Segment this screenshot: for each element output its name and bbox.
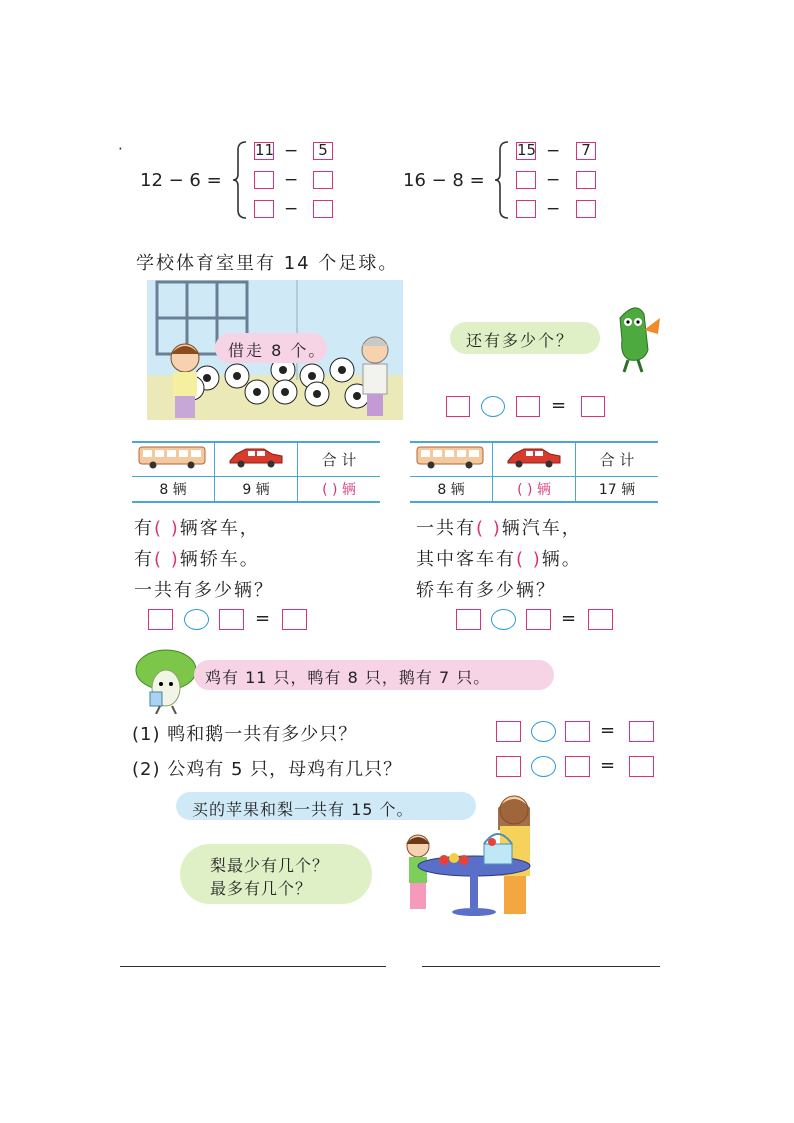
answer-box-filled: 15 [517, 141, 537, 159]
expression-12-minus-6: 12 − 6 = [140, 170, 222, 191]
question-1: (1) 鸭和鹅一共有多少只？ [132, 724, 358, 745]
answer-box-filled: 7 [576, 142, 596, 160]
operator-circle[interactable] [491, 609, 516, 630]
total-count: 17 辆 [576, 476, 659, 502]
answer-box[interactable] [581, 396, 605, 417]
car-cell [215, 442, 298, 476]
car-count: 9 辆 [215, 476, 298, 502]
minus-sign: − [284, 199, 299, 219]
total-blank[interactable]: ( ) 辆 [298, 476, 381, 502]
answer-box[interactable] [496, 721, 521, 742]
total-header: 合 计 [298, 442, 381, 476]
right-vehicle-table [410, 441, 658, 503]
operator-circle[interactable] [531, 756, 556, 777]
problem-prompt: 学校体育室里有 14 个足球。 [136, 253, 399, 274]
answer-box[interactable] [219, 609, 244, 630]
expression-16-minus-8: 16 − 8 = [403, 170, 485, 191]
car-cell [493, 442, 576, 476]
answer-box[interactable] [282, 609, 307, 630]
thought-line-2: 最多有几个？ [210, 879, 313, 898]
bus-cell [132, 442, 215, 476]
equals-sign: = [255, 608, 271, 629]
cabbage-character-icon [130, 648, 202, 714]
bullet-mark: · [118, 140, 123, 158]
question-2: (2) 公鸡有 5 只，母鸡有几只？ [132, 759, 403, 780]
blank-paren[interactable]: ( ) [476, 518, 502, 539]
answer-box[interactable] [148, 609, 173, 630]
right-line-1: 一共有( )辆汽车， [416, 518, 582, 539]
bubble-text: 借走 8 个。 [228, 341, 327, 360]
car-icon [226, 444, 286, 470]
blank-paren[interactable]: ( ) [516, 549, 542, 570]
left-question: 一共有多少辆？ [134, 580, 274, 601]
equals-sign: = [551, 395, 567, 416]
equals-sign: = [600, 755, 616, 776]
answer-box[interactable] [516, 171, 536, 189]
bus-icon [415, 444, 487, 470]
operator-circle[interactable] [531, 721, 556, 742]
bus-count: 8 辆 [132, 476, 215, 502]
answer-box[interactable] [254, 171, 274, 189]
bus-icon [137, 444, 209, 470]
blank-paren[interactable]: ( ) [154, 549, 180, 570]
total-header: 合 计 [576, 442, 659, 476]
pepper-character-icon [608, 300, 664, 376]
operator-circle[interactable] [184, 609, 209, 630]
answer-box[interactable] [516, 396, 540, 417]
answer-box[interactable] [629, 756, 654, 777]
blank-paren[interactable]: ( ) [154, 518, 180, 539]
answer-box[interactable] [588, 609, 613, 630]
equals-sign: = [561, 608, 577, 629]
right-question: 轿车有多少辆？ [416, 580, 556, 601]
answer-box[interactable] [313, 200, 333, 218]
operator-circle[interactable] [481, 396, 505, 417]
equals-sign: = [600, 720, 616, 741]
answer-box[interactable] [526, 609, 551, 630]
question-text: 还有多少个？ [466, 331, 575, 350]
answer-box-filled: 5 [313, 142, 333, 160]
answer-box[interactable] [565, 756, 590, 777]
bus-count: 8 辆 [410, 476, 493, 502]
answer-box[interactable] [565, 721, 590, 742]
answer-box[interactable] [576, 171, 596, 189]
answer-box[interactable] [456, 609, 481, 630]
left-line-1: 有( )辆客车， [134, 518, 260, 539]
answer-box[interactable] [516, 200, 536, 218]
minus-sign: − [546, 170, 561, 190]
car-blank[interactable]: ( ) 辆 [493, 476, 576, 502]
answer-box-filled: 11 [255, 141, 275, 159]
left-vehicle-table [132, 441, 380, 503]
minus-sign: − [546, 141, 561, 161]
answer-box[interactable] [496, 756, 521, 777]
bus-cell [410, 442, 493, 476]
answer-box[interactable] [313, 171, 333, 189]
thought-line-1: 梨最少有几个？ [210, 856, 330, 875]
fruit-table-illustration [384, 790, 544, 920]
minus-sign: − [284, 141, 299, 161]
answer-box[interactable] [446, 396, 470, 417]
left-line-2: 有( )辆轿车。 [134, 549, 260, 570]
answer-box[interactable] [629, 721, 654, 742]
right-brace [494, 140, 512, 220]
minus-sign: − [284, 170, 299, 190]
answer-box[interactable] [254, 200, 274, 218]
answer-line[interactable] [120, 966, 386, 967]
answer-box[interactable] [576, 200, 596, 218]
car-icon [504, 444, 564, 470]
left-brace [232, 140, 250, 220]
answer-line[interactable] [422, 966, 660, 967]
right-line-2: 其中客车有( )辆。 [416, 549, 582, 570]
minus-sign: − [546, 199, 561, 219]
bubble-text: 买的苹果和梨一共有 15 个。 [192, 800, 414, 819]
bubble-text: 鸡有 11 只，鸭有 8 只，鹅有 7 只。 [205, 668, 491, 687]
